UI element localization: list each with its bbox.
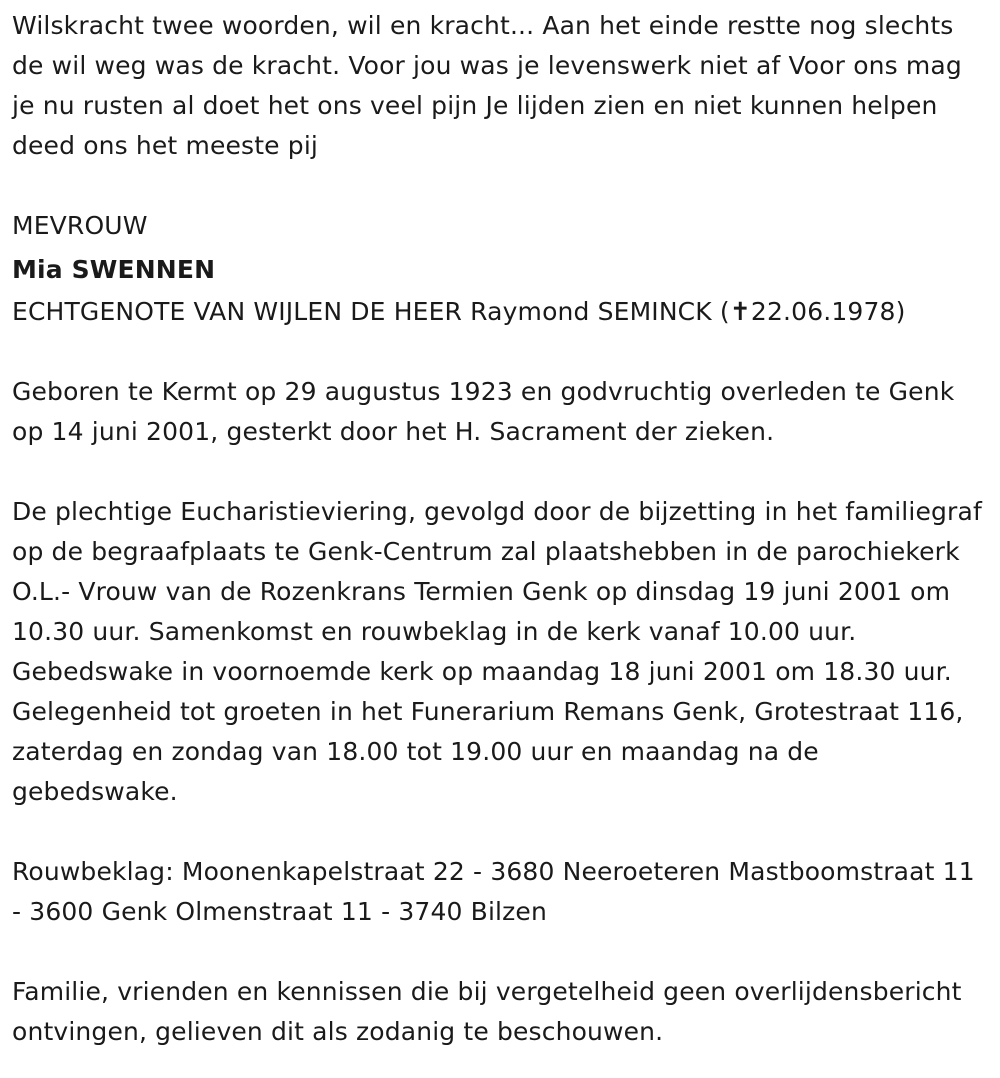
poem-paragraph: Wilskracht twee woorden, wil en kracht... Aan het einde restte nog slechts de wil weg was de kracht. Voor jou was je levenswerk niet af Voor ons mag je nu rusten al doet het ons veel pijn Je lijden zien en niet kunnen helpen deed ons het meeste pij — [12, 11, 962, 160]
closing-note: Familie, vrienden en kennissen die bij vergetelheid geen overlijdensbericht ontvingen, gelieven dit als zodanig te beschouwen. — [12, 977, 962, 1046]
deceased-name: Mia SWENNEN — [12, 255, 216, 284]
ceremony-paragraph: De plechtige Eucharistieviering, gevolgd door de bijzetting in het familiegraf op de begraafplaats te Genk-Centrum zal plaatshebben in de parochiekerk O.L.- Vrouw van de Rozenkrans Termien Genk op dinsdag 19 juni 2001 om 10.30 uur. Samenkomst en rouwbeklag in de kerk vanaf 10.00 uur. Gebedswake in voornoemde kerk op maandag 18 juni 2001 om 18.30 uur. Gelegenheid tot groeten in het Funerarium Remans Genk, Grotestraat 116, zaterdag en zondag van 18.00 tot 19.00 uur en maandag na de gebedswake. — [12, 497, 982, 806]
spouse-line: ECHTGENOTE VAN WIJLEN DE HEER Raymond SEMINCK (✝22.06.1978) — [12, 297, 906, 326]
birth-death-paragraph: Geboren te Kermt op 29 augustus 1923 en godvruchtig overleden te Genk op 14 juni 2001, gesterkt door het H. Sacrament der zieken. — [12, 377, 955, 446]
honorific: MEVROUW — [12, 211, 148, 240]
condolence-addresses: Rouwbeklag: Moonenkapelstraat 22 - 3680 Neeroeteren Mastboomstraat 11 - 3600 Genk Olmenstraat 11 - 3740 Bilzen — [12, 857, 975, 926]
